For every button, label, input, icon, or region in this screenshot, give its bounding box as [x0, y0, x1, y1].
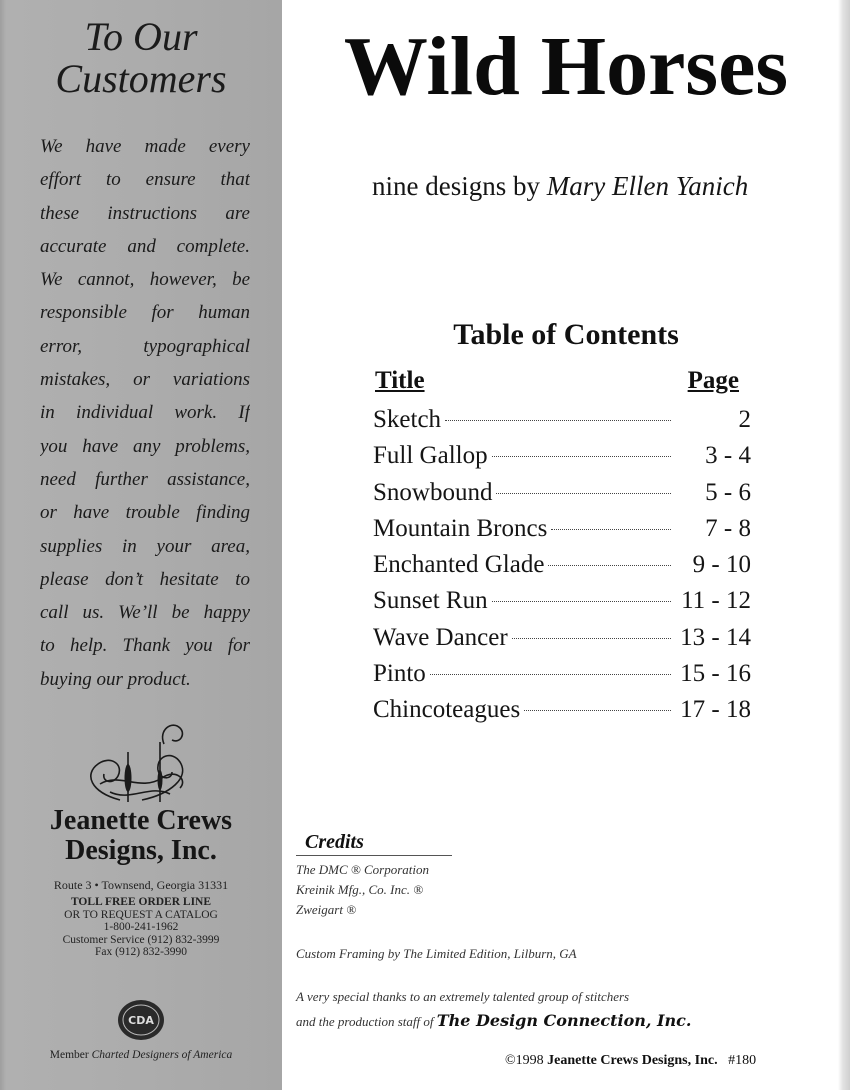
message-line: you have any problems, [40, 435, 250, 457]
copyright: ©1998 [505, 1053, 548, 1068]
message-line: to help. Thank you for [40, 635, 250, 657]
order-line-label: TOLL FREE ORDER LINE [70, 896, 212, 908]
fax-number: Fax (912) 832-3990 [95, 946, 187, 959]
credit-item: Zweigart ® [296, 902, 357, 917]
message-line: buying our product. [40, 668, 191, 690]
toc-title: Full Gallop [373, 442, 488, 470]
toc-leader-dots [512, 638, 671, 639]
customer-service-number: Customer Service (912) 832-3999 [62, 933, 220, 946]
footer-company: Jeanette Crews Designs, Inc. [547, 1053, 718, 1068]
page-title: Wild Horses [343, 20, 789, 113]
credits-divider [296, 855, 452, 856]
toc-page: 15 - 16 [680, 660, 751, 688]
toc-title: Chincoteagues [373, 696, 521, 724]
message-line: please don’t hesitate to [40, 568, 250, 590]
toc-title: Sketch [373, 406, 442, 433]
toc-heading: Table of Contents [453, 318, 679, 351]
toc-leader-dots [430, 674, 671, 675]
toc-leader-dots [492, 456, 671, 457]
toc-title: Mountain Broncs [373, 514, 548, 542]
message-line: effort to ensure that [40, 169, 250, 191]
page-spine-shadow [838, 0, 850, 1090]
cda-badge-text: CDA [128, 1014, 154, 1027]
brand-name-line2: Designs, Inc. [65, 835, 217, 866]
sidebar-title-line1: To Our [84, 14, 198, 59]
horse-knot-logo-icon [80, 722, 200, 804]
footer [505, 1053, 756, 1069]
toc-title: Pinto [373, 660, 426, 688]
toc-row [373, 475, 751, 511]
thanks-line1: A very special thanks to an extremely talented group of stitchers [296, 989, 630, 1004]
toc-leader-dots [492, 601, 671, 602]
toc-row [373, 656, 751, 692]
toc-title: Enchanted Glade [373, 551, 545, 579]
toc-title: Snowbound [373, 478, 493, 506]
toll-free-number: 1-800-241-1962 [103, 921, 179, 934]
toc-leader-dots [445, 420, 671, 421]
message-line: supplies in your area, [40, 535, 250, 557]
toc-row [373, 583, 751, 619]
message-line: accurate and complete. [40, 235, 250, 257]
toc-column-title: Title [375, 367, 425, 394]
toc-leader-dots [548, 565, 671, 566]
toc-row [373, 402, 751, 438]
toc-row [373, 620, 751, 656]
toc-page: 11 - 12 [681, 587, 751, 615]
toc-list [373, 402, 751, 729]
toc-page: 3 - 4 [705, 442, 751, 470]
toc-leader-dots [551, 529, 671, 530]
catalog-line: OR TO REQUEST A CATALOG [64, 908, 218, 921]
message-line: We cannot, however, be [40, 269, 250, 291]
toc-column-page: Page [687, 367, 739, 394]
contact-block [0, 896, 282, 959]
thanks-line2 [296, 1011, 691, 1030]
toc-row [373, 547, 751, 583]
member-prefix: Member [49, 1049, 92, 1061]
toc-column-headers [375, 367, 739, 399]
designer-name: Mary Ellen Yanich [546, 171, 749, 201]
message-line: these instructions are [40, 202, 250, 224]
message-line: call us. We’ll be happy [40, 602, 250, 624]
message-line: mistakes, or variations [40, 369, 250, 391]
toc-page: 9 - 10 [692, 551, 751, 579]
message-line: error, typographical [40, 335, 250, 357]
toc-page: 2 [738, 406, 751, 433]
company-address: Route 3 • Townsend, Georgia 31331 [53, 878, 229, 892]
message-line: We have made every [40, 136, 250, 157]
product-code: #180 [728, 1053, 757, 1068]
sidebar-title-line2: Customers [55, 56, 227, 101]
message-line: in individual work. If [40, 402, 250, 424]
toc-page: 17 - 18 [680, 696, 751, 724]
toc-row [373, 438, 751, 474]
toc-page: 7 - 8 [705, 514, 751, 542]
customer-message [40, 130, 250, 696]
member-organization: Charted Designers of America [91, 1049, 233, 1061]
toc-row [373, 511, 751, 547]
credit-item: Kreinik Mfg., Co. Inc. ® [296, 882, 424, 897]
membership-line [0, 1049, 282, 1061]
customer-sidebar [0, 0, 282, 1090]
toc-title: Wave Dancer [373, 623, 508, 651]
brand-name-line1: Jeanette Crews [49, 805, 233, 836]
toc-page: 13 - 14 [680, 623, 751, 651]
thanks-company: The Design Connection, Inc. [436, 1011, 692, 1030]
toc-leader-dots [524, 710, 671, 711]
toc-row [373, 692, 751, 728]
toc-title: Sunset Run [373, 587, 488, 615]
message-line: or have trouble finding [40, 502, 250, 524]
byline-prefix: nine designs by [372, 171, 547, 201]
framing-credit: Custom Framing by The Limited Edition, Lilburn, GA [296, 946, 577, 961]
designer-byline [372, 170, 748, 202]
message-line: responsible for human [40, 302, 250, 324]
cda-badge-icon [116, 998, 166, 1042]
toc-leader-dots [496, 493, 671, 494]
credits-heading: Credits [305, 831, 364, 853]
credit-item: The DMC ® Corporation [296, 862, 430, 877]
message-line: need further assistance, [40, 468, 250, 490]
toc-page: 5 - 6 [705, 478, 751, 506]
thanks-prefix: and the production staff of [296, 1014, 437, 1029]
